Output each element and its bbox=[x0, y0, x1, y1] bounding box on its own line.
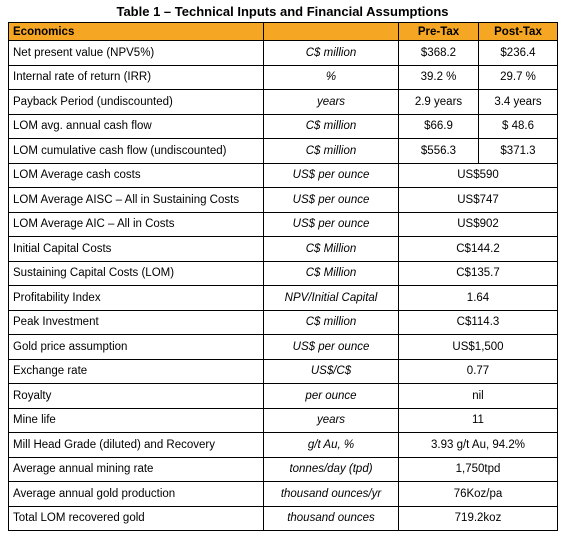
row-label: LOM Average cash costs bbox=[9, 163, 264, 188]
table-row bbox=[9, 359, 558, 384]
row-value: US$902 bbox=[399, 212, 558, 237]
row-label: Mine life bbox=[9, 408, 264, 433]
row-value: 719.2koz bbox=[399, 506, 558, 531]
row-value: 1.64 bbox=[399, 286, 558, 311]
table-row bbox=[9, 482, 558, 507]
row-label: Internal rate of return (IRR) bbox=[9, 65, 264, 90]
table-row bbox=[9, 506, 558, 531]
row-label: Payback Period (undiscounted) bbox=[9, 90, 264, 115]
row-value: US$1,500 bbox=[399, 335, 558, 360]
table-row bbox=[9, 261, 558, 286]
row-post-tax-value: $236.4 bbox=[479, 41, 558, 66]
row-post-tax-value: 3.4 years bbox=[479, 90, 558, 115]
row-post-tax-value: $ 48.6 bbox=[479, 114, 558, 139]
row-unit: C$ Million bbox=[264, 237, 399, 262]
row-unit: thousand ounces/yr bbox=[264, 482, 399, 507]
row-label: LOM cumulative cash flow (undiscounted) bbox=[9, 139, 264, 164]
row-label: LOM Average AIC – All in Costs bbox=[9, 212, 264, 237]
row-value: 76Koz/pa bbox=[399, 482, 558, 507]
row-pre-tax-value: $556.3 bbox=[399, 139, 479, 164]
row-unit: C$ Million bbox=[264, 261, 399, 286]
row-unit: % bbox=[264, 65, 399, 90]
row-unit: C$ million bbox=[264, 114, 399, 139]
row-pre-tax-value: $368.2 bbox=[399, 41, 479, 66]
table-row bbox=[9, 65, 558, 90]
row-value: 0.77 bbox=[399, 359, 558, 384]
row-label: Initial Capital Costs bbox=[9, 237, 264, 262]
row-unit: thousand ounces bbox=[264, 506, 399, 531]
table-header-row bbox=[9, 23, 558, 41]
header-economics: Economics bbox=[9, 23, 264, 41]
row-post-tax-value: 29.7 % bbox=[479, 65, 558, 90]
table-row bbox=[9, 41, 558, 66]
row-label: LOM avg. annual cash flow bbox=[9, 114, 264, 139]
row-label: Sustaining Capital Costs (LOM) bbox=[9, 261, 264, 286]
row-unit: US$ per ounce bbox=[264, 335, 399, 360]
row-pre-tax-value: $66.9 bbox=[399, 114, 479, 139]
row-value: 1,750tpd bbox=[399, 457, 558, 482]
row-label: Royalty bbox=[9, 384, 264, 409]
row-label: Total LOM recovered gold bbox=[9, 506, 264, 531]
row-label: LOM Average AISC – All in Sustaining Costs bbox=[9, 188, 264, 213]
table-row bbox=[9, 310, 558, 335]
row-unit: per ounce bbox=[264, 384, 399, 409]
row-label: Average annual mining rate bbox=[9, 457, 264, 482]
row-value: 11 bbox=[399, 408, 558, 433]
table-row bbox=[9, 90, 558, 115]
row-unit: US$ per ounce bbox=[264, 163, 399, 188]
row-unit: C$ million bbox=[264, 310, 399, 335]
header-post-tax: Post-Tax bbox=[479, 23, 558, 41]
row-value: C$135.7 bbox=[399, 261, 558, 286]
row-pre-tax-value: 39.2 % bbox=[399, 65, 479, 90]
row-value: C$114.3 bbox=[399, 310, 558, 335]
table-row bbox=[9, 384, 558, 409]
row-label: Average annual gold production bbox=[9, 482, 264, 507]
header-unit bbox=[264, 23, 399, 41]
row-post-tax-value: $371.3 bbox=[479, 139, 558, 164]
row-label: Mill Head Grade (diluted) and Recovery bbox=[9, 433, 264, 458]
table-row bbox=[9, 457, 558, 482]
table-title: Table 1 – Technical Inputs and Financial Assumptions bbox=[116, 4, 449, 19]
table-row bbox=[9, 212, 558, 237]
row-label: Net present value (NPV5%) bbox=[9, 41, 264, 66]
row-value: C$144.2 bbox=[399, 237, 558, 262]
table-row bbox=[9, 433, 558, 458]
row-value: nil bbox=[399, 384, 558, 409]
row-unit: US$ per ounce bbox=[264, 212, 399, 237]
table-row bbox=[9, 286, 558, 311]
row-pre-tax-value: 2.9 years bbox=[399, 90, 479, 115]
table-row bbox=[9, 335, 558, 360]
table-row bbox=[9, 163, 558, 188]
row-unit: US$/C$ bbox=[264, 359, 399, 384]
row-unit: US$ per ounce bbox=[264, 188, 399, 213]
row-label: Exchange rate bbox=[9, 359, 264, 384]
row-label: Gold price assumption bbox=[9, 335, 264, 360]
assumptions-table bbox=[8, 22, 558, 531]
header-pre-tax: Pre-Tax bbox=[399, 23, 479, 41]
row-unit: C$ million bbox=[264, 139, 399, 164]
row-label: Profitability Index bbox=[9, 286, 264, 311]
row-unit: C$ million bbox=[264, 41, 399, 66]
row-value: US$747 bbox=[399, 188, 558, 213]
row-label: Peak Investment bbox=[9, 310, 264, 335]
row-unit: tonnes/day (tpd) bbox=[264, 457, 399, 482]
row-value: US$590 bbox=[399, 163, 558, 188]
table-row bbox=[9, 237, 558, 262]
row-unit: g/t Au, % bbox=[264, 433, 399, 458]
row-unit: years bbox=[264, 90, 399, 115]
table-row bbox=[9, 114, 558, 139]
table-row bbox=[9, 408, 558, 433]
table-row bbox=[9, 139, 558, 164]
row-unit: NPV/Initial Capital bbox=[264, 286, 399, 311]
table-row bbox=[9, 188, 558, 213]
row-unit: years bbox=[264, 408, 399, 433]
row-value: 3.93 g/t Au, 94.2% bbox=[399, 433, 558, 458]
